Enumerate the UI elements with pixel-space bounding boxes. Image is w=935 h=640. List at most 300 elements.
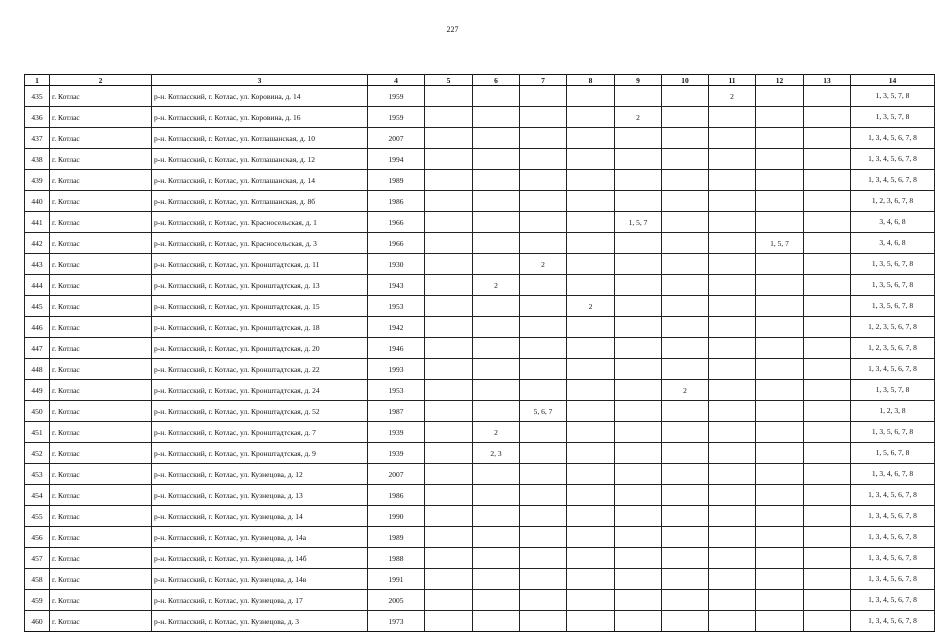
- column-6-cell: [473, 128, 520, 149]
- column-7-cell: [520, 527, 567, 548]
- column-12-cell: [756, 296, 804, 317]
- table-row: [25, 149, 935, 170]
- settlement-cell: г. Котлас: [50, 422, 152, 443]
- codes-cell: 3, 4, 6, 8: [851, 212, 935, 233]
- year-cell: 1966: [368, 212, 425, 233]
- column-13-cell: [804, 338, 851, 359]
- column-header-1: 1: [25, 75, 50, 86]
- address-cell: р-н. Котласский, г. Котлас, ул. Кузнецова, д. 14а: [152, 527, 368, 548]
- column-10-cell: [662, 170, 709, 191]
- table-body: [25, 86, 935, 632]
- table-row: [25, 296, 935, 317]
- year-cell: 1953: [368, 296, 425, 317]
- year-cell: 1959: [368, 107, 425, 128]
- codes-cell: 1, 3, 5, 7, 8: [851, 380, 935, 401]
- column-11-cell: [709, 506, 756, 527]
- column-11-cell: [709, 338, 756, 359]
- year-cell: 1942: [368, 317, 425, 338]
- row-number-cell: 450: [25, 401, 50, 422]
- column-7-cell: [520, 317, 567, 338]
- column-8-cell: [567, 464, 615, 485]
- column-11-cell: [709, 170, 756, 191]
- address-cell: р-н. Котласский, г. Котлас, ул. Кузнецова, д. 14: [152, 506, 368, 527]
- column-9-cell: [615, 380, 662, 401]
- column-5-cell: [425, 296, 473, 317]
- column-13-cell: [804, 611, 851, 632]
- year-cell: 1943: [368, 275, 425, 296]
- table-row: [25, 464, 935, 485]
- column-8-cell: [567, 212, 615, 233]
- column-5-cell: [425, 401, 473, 422]
- column-9-cell: [615, 359, 662, 380]
- column-header-5: 5: [425, 75, 473, 86]
- column-12-cell: [756, 212, 804, 233]
- column-7-cell: [520, 485, 567, 506]
- settlement-cell: г. Котлас: [50, 191, 152, 212]
- codes-cell: 3, 4, 6, 8: [851, 233, 935, 254]
- column-5-cell: [425, 443, 473, 464]
- column-13-cell: [804, 569, 851, 590]
- settlement-cell: г. Котлас: [50, 401, 152, 422]
- column-12-cell: [756, 170, 804, 191]
- codes-cell: 1, 2, 3, 5, 6, 7, 8: [851, 317, 935, 338]
- column-5-cell: [425, 107, 473, 128]
- column-5-cell: [425, 485, 473, 506]
- year-cell: 1994: [368, 149, 425, 170]
- address-cell: р-н. Котласский, г. Котлас, ул. Кузнецова, д. 17: [152, 590, 368, 611]
- table-row: [25, 317, 935, 338]
- settlement-cell: г. Котлас: [50, 380, 152, 401]
- column-8-cell: [567, 149, 615, 170]
- codes-cell: 1, 3, 5, 7, 8: [851, 107, 935, 128]
- column-5-cell: [425, 149, 473, 170]
- codes-cell: 1, 3, 4, 5, 6, 7, 8: [851, 170, 935, 191]
- row-number-cell: 459: [25, 590, 50, 611]
- column-9-cell: [615, 611, 662, 632]
- codes-cell: 1, 3, 4, 5, 6, 7, 8: [851, 128, 935, 149]
- column-6-cell: [473, 338, 520, 359]
- column-12-cell: [756, 254, 804, 275]
- codes-cell: 1, 3, 5, 6, 7, 8: [851, 296, 935, 317]
- column-11-cell: [709, 464, 756, 485]
- settlement-cell: г. Котлас: [50, 212, 152, 233]
- table-row: [25, 128, 935, 149]
- column-12-cell: [756, 149, 804, 170]
- column-6-cell: [473, 590, 520, 611]
- column-11-cell: [709, 107, 756, 128]
- column-13-cell: [804, 359, 851, 380]
- column-6-cell: [473, 527, 520, 548]
- column-11-cell: 2: [709, 86, 756, 107]
- column-11-cell: [709, 212, 756, 233]
- column-10-cell: [662, 506, 709, 527]
- column-13-cell: [804, 443, 851, 464]
- column-9-cell: [615, 527, 662, 548]
- column-9-cell: [615, 338, 662, 359]
- column-13-cell: [804, 527, 851, 548]
- column-5-cell: [425, 233, 473, 254]
- column-12-cell: [756, 338, 804, 359]
- address-cell: р-н. Котласский, г. Котлас, ул. Кронштадтская, д. 7: [152, 422, 368, 443]
- codes-cell: 1, 3, 4, 6, 7, 8: [851, 464, 935, 485]
- column-6-cell: 2: [473, 275, 520, 296]
- table-row: [25, 170, 935, 191]
- column-7-cell: [520, 191, 567, 212]
- table-row: [25, 401, 935, 422]
- settlement-cell: г. Котлас: [50, 464, 152, 485]
- header-row: [25, 75, 935, 86]
- column-5-cell: [425, 170, 473, 191]
- column-6-cell: [473, 464, 520, 485]
- codes-cell: 1, 3, 4, 5, 6, 7, 8: [851, 548, 935, 569]
- table-row: [25, 359, 935, 380]
- column-13-cell: [804, 296, 851, 317]
- column-9-cell: [615, 233, 662, 254]
- column-header-10: 10: [662, 75, 709, 86]
- column-8-cell: [567, 548, 615, 569]
- column-9-cell: [615, 590, 662, 611]
- row-number-cell: 448: [25, 359, 50, 380]
- column-9-cell: [615, 191, 662, 212]
- column-12-cell: [756, 548, 804, 569]
- column-7-cell: [520, 338, 567, 359]
- column-7-cell: [520, 590, 567, 611]
- row-number-cell: 436: [25, 107, 50, 128]
- column-8-cell: [567, 254, 615, 275]
- column-8-cell: [567, 317, 615, 338]
- column-6-cell: [473, 296, 520, 317]
- column-10-cell: [662, 86, 709, 107]
- column-11-cell: [709, 296, 756, 317]
- column-7-cell: [520, 611, 567, 632]
- column-6-cell: [473, 506, 520, 527]
- year-cell: 1966: [368, 233, 425, 254]
- year-cell: 1939: [368, 443, 425, 464]
- column-6-cell: [473, 86, 520, 107]
- column-10-cell: [662, 527, 709, 548]
- row-number-cell: 439: [25, 170, 50, 191]
- row-number-cell: 453: [25, 464, 50, 485]
- year-cell: 1939: [368, 422, 425, 443]
- column-6-cell: 2, 3: [473, 443, 520, 464]
- year-cell: 2007: [368, 464, 425, 485]
- settlement-cell: г. Котлас: [50, 569, 152, 590]
- column-11-cell: [709, 359, 756, 380]
- address-cell: р-н. Котласский, г. Котлас, ул. Котлашанская, д. 14: [152, 170, 368, 191]
- column-10-cell: [662, 254, 709, 275]
- column-11-cell: [709, 149, 756, 170]
- codes-cell: 1, 3, 5, 6, 7, 8: [851, 254, 935, 275]
- column-13-cell: [804, 401, 851, 422]
- address-cell: р-н. Котласский, г. Котлас, ул. Красносельская, д. 3: [152, 233, 368, 254]
- settlement-cell: г. Котлас: [50, 275, 152, 296]
- column-5-cell: [425, 548, 473, 569]
- column-10-cell: [662, 128, 709, 149]
- column-7-cell: [520, 296, 567, 317]
- row-number-cell: 437: [25, 128, 50, 149]
- settlement-cell: г. Котлас: [50, 527, 152, 548]
- row-number-cell: 454: [25, 485, 50, 506]
- address-cell: р-н. Котласский, г. Котлас, ул. Кронштадтская, д. 13: [152, 275, 368, 296]
- column-10-cell: [662, 107, 709, 128]
- settlement-cell: г. Котлас: [50, 170, 152, 191]
- address-cell: р-н. Котласский, г. Котлас, ул. Котлашанская, д. 12: [152, 149, 368, 170]
- table-row: [25, 254, 935, 275]
- column-7-cell: 2: [520, 254, 567, 275]
- table-row: [25, 107, 935, 128]
- table-row: [25, 233, 935, 254]
- column-5-cell: [425, 527, 473, 548]
- column-5-cell: [425, 506, 473, 527]
- address-cell: р-н. Котласский, г. Котлас, ул. Кронштадтская, д. 15: [152, 296, 368, 317]
- column-7-cell: [520, 212, 567, 233]
- table-row: [25, 569, 935, 590]
- column-12-cell: [756, 464, 804, 485]
- column-8-cell: [567, 527, 615, 548]
- column-12-cell: [756, 401, 804, 422]
- column-6-cell: [473, 401, 520, 422]
- column-10-cell: [662, 548, 709, 569]
- column-8-cell: [567, 380, 615, 401]
- settlement-cell: г. Котлас: [50, 128, 152, 149]
- column-11-cell: [709, 527, 756, 548]
- year-cell: 1990: [368, 506, 425, 527]
- year-cell: 2007: [368, 128, 425, 149]
- address-cell: р-н. Котласский, г. Котлас, ул. Кронштадтская, д. 11: [152, 254, 368, 275]
- column-11-cell: [709, 401, 756, 422]
- column-11-cell: [709, 443, 756, 464]
- codes-cell: 1, 3, 4, 5, 6, 7, 8: [851, 611, 935, 632]
- column-11-cell: [709, 548, 756, 569]
- settlement-cell: г. Котлас: [50, 338, 152, 359]
- address-cell: р-н. Котласский, г. Котлас, ул. Кузнецова, д. 14в: [152, 569, 368, 590]
- table-row: [25, 590, 935, 611]
- column-8-cell: [567, 485, 615, 506]
- column-8-cell: [567, 275, 615, 296]
- column-9-cell: [615, 317, 662, 338]
- table-row: [25, 506, 935, 527]
- column-5-cell: [425, 86, 473, 107]
- column-6-cell: [473, 212, 520, 233]
- column-9-cell: [615, 506, 662, 527]
- column-9-cell: [615, 254, 662, 275]
- column-header-9: 9: [615, 75, 662, 86]
- address-cell: р-н. Котласский, г. Котлас, ул. Коровина, д. 16: [152, 107, 368, 128]
- column-12-cell: [756, 506, 804, 527]
- column-10-cell: [662, 338, 709, 359]
- column-13-cell: [804, 170, 851, 191]
- column-9-cell: [615, 86, 662, 107]
- row-number-cell: 445: [25, 296, 50, 317]
- address-cell: р-н. Котласский, г. Котлас, ул. Кронштадтская, д. 9: [152, 443, 368, 464]
- table-row: [25, 527, 935, 548]
- column-9-cell: [615, 548, 662, 569]
- column-10-cell: [662, 443, 709, 464]
- settlement-cell: г. Котлас: [50, 317, 152, 338]
- column-8-cell: [567, 128, 615, 149]
- year-cell: 1930: [368, 254, 425, 275]
- row-number-cell: 435: [25, 86, 50, 107]
- column-6-cell: [473, 107, 520, 128]
- column-12-cell: [756, 359, 804, 380]
- year-cell: 1988: [368, 548, 425, 569]
- address-cell: р-н. Котласский, г. Котлас, ул. Кронштадтская, д. 52: [152, 401, 368, 422]
- address-cell: р-н. Котласский, г. Котлас, ул. Красносельская, д. 1: [152, 212, 368, 233]
- codes-cell: 1, 2, 3, 5, 6, 7, 8: [851, 338, 935, 359]
- column-11-cell: [709, 422, 756, 443]
- column-13-cell: [804, 506, 851, 527]
- column-8-cell: [567, 359, 615, 380]
- year-cell: 1993: [368, 359, 425, 380]
- codes-cell: 1, 3, 4, 5, 6, 7, 8: [851, 149, 935, 170]
- year-cell: 1973: [368, 611, 425, 632]
- column-6-cell: [473, 611, 520, 632]
- settlement-cell: г. Котлас: [50, 485, 152, 506]
- column-5-cell: [425, 212, 473, 233]
- column-7-cell: [520, 506, 567, 527]
- column-8-cell: [567, 170, 615, 191]
- column-11-cell: [709, 485, 756, 506]
- column-12-cell: [756, 128, 804, 149]
- column-9-cell: [615, 296, 662, 317]
- column-header-8: 8: [567, 75, 615, 86]
- column-13-cell: [804, 590, 851, 611]
- column-10-cell: 2: [662, 380, 709, 401]
- row-number-cell: 447: [25, 338, 50, 359]
- codes-cell: 1, 3, 5, 6, 7, 8: [851, 275, 935, 296]
- column-9-cell: [615, 485, 662, 506]
- column-9-cell: [615, 443, 662, 464]
- row-number-cell: 451: [25, 422, 50, 443]
- column-8-cell: [567, 86, 615, 107]
- column-13-cell: [804, 149, 851, 170]
- address-cell: р-н. Котласский, г. Котлас, ул. Котлашанская, д. 10: [152, 128, 368, 149]
- year-cell: 1986: [368, 191, 425, 212]
- column-11-cell: [709, 317, 756, 338]
- codes-cell: 1, 2, 3, 6, 7, 8: [851, 191, 935, 212]
- year-cell: 1953: [368, 380, 425, 401]
- column-header-14: 14: [851, 75, 935, 86]
- column-5-cell: [425, 590, 473, 611]
- column-13-cell: [804, 464, 851, 485]
- column-9-cell: [615, 422, 662, 443]
- settlement-cell: г. Котлас: [50, 359, 152, 380]
- column-10-cell: [662, 611, 709, 632]
- row-number-cell: 456: [25, 527, 50, 548]
- table-row: [25, 380, 935, 401]
- column-8-cell: [567, 233, 615, 254]
- column-12-cell: [756, 569, 804, 590]
- address-cell: р-н. Котласский, г. Котлас, ул. Коровина, д. 14: [152, 86, 368, 107]
- year-cell: 1959: [368, 86, 425, 107]
- row-number-cell: 452: [25, 443, 50, 464]
- codes-cell: 1, 3, 5, 6, 7, 8: [851, 422, 935, 443]
- column-9-cell: [615, 464, 662, 485]
- column-8-cell: [567, 611, 615, 632]
- column-10-cell: [662, 191, 709, 212]
- column-13-cell: [804, 212, 851, 233]
- row-number-cell: 458: [25, 569, 50, 590]
- column-10-cell: [662, 569, 709, 590]
- column-13-cell: [804, 548, 851, 569]
- year-cell: 1987: [368, 401, 425, 422]
- table-header: [25, 75, 935, 86]
- column-13-cell: [804, 233, 851, 254]
- column-9-cell: 1, 5, 7: [615, 212, 662, 233]
- codes-cell: 1, 5, 6, 7, 8: [851, 443, 935, 464]
- column-5-cell: [425, 128, 473, 149]
- row-number-cell: 440: [25, 191, 50, 212]
- column-10-cell: [662, 275, 709, 296]
- table-row: [25, 485, 935, 506]
- column-13-cell: [804, 380, 851, 401]
- codes-cell: 1, 3, 4, 5, 6, 7, 8: [851, 506, 935, 527]
- settlement-cell: г. Котлас: [50, 548, 152, 569]
- column-13-cell: [804, 422, 851, 443]
- column-12-cell: [756, 275, 804, 296]
- column-11-cell: [709, 254, 756, 275]
- column-header-11: 11: [709, 75, 756, 86]
- column-7-cell: [520, 107, 567, 128]
- address-cell: р-н. Котласский, г. Котлас, ул. Кузнецова, д. 14б: [152, 548, 368, 569]
- column-5-cell: [425, 275, 473, 296]
- settlement-cell: г. Котлас: [50, 590, 152, 611]
- column-8-cell: [567, 191, 615, 212]
- column-7-cell: [520, 380, 567, 401]
- column-5-cell: [425, 569, 473, 590]
- column-10-cell: [662, 317, 709, 338]
- page-number: 227: [446, 25, 459, 34]
- row-number-cell: 457: [25, 548, 50, 569]
- column-7-cell: 5, 6, 7: [520, 401, 567, 422]
- column-11-cell: [709, 590, 756, 611]
- column-8-cell: [567, 443, 615, 464]
- table-row: [25, 275, 935, 296]
- year-cell: 1991: [368, 569, 425, 590]
- column-6-cell: [473, 485, 520, 506]
- column-11-cell: [709, 191, 756, 212]
- column-13-cell: [804, 191, 851, 212]
- codes-cell: 1, 3, 4, 5, 6, 7, 8: [851, 485, 935, 506]
- column-9-cell: 2: [615, 107, 662, 128]
- table-row: [25, 611, 935, 632]
- column-7-cell: [520, 443, 567, 464]
- column-8-cell: 2: [567, 296, 615, 317]
- column-10-cell: [662, 296, 709, 317]
- column-header-6: 6: [473, 75, 520, 86]
- column-11-cell: [709, 380, 756, 401]
- column-6-cell: [473, 233, 520, 254]
- column-6-cell: [473, 149, 520, 170]
- column-12-cell: [756, 86, 804, 107]
- column-10-cell: [662, 359, 709, 380]
- column-7-cell: [520, 422, 567, 443]
- column-8-cell: [567, 422, 615, 443]
- column-7-cell: [520, 359, 567, 380]
- column-12-cell: [756, 611, 804, 632]
- column-8-cell: [567, 107, 615, 128]
- table-row: [25, 191, 935, 212]
- column-header-7: 7: [520, 75, 567, 86]
- column-6-cell: [473, 359, 520, 380]
- address-cell: р-н. Котласский, г. Котлас, ул. Кузнецова, д. 13: [152, 485, 368, 506]
- codes-cell: 1, 3, 5, 7, 8: [851, 86, 935, 107]
- column-13-cell: [804, 254, 851, 275]
- column-header-13: 13: [804, 75, 851, 86]
- codes-cell: 1, 3, 4, 5, 6, 7, 8: [851, 359, 935, 380]
- column-8-cell: [567, 338, 615, 359]
- row-number-cell: 444: [25, 275, 50, 296]
